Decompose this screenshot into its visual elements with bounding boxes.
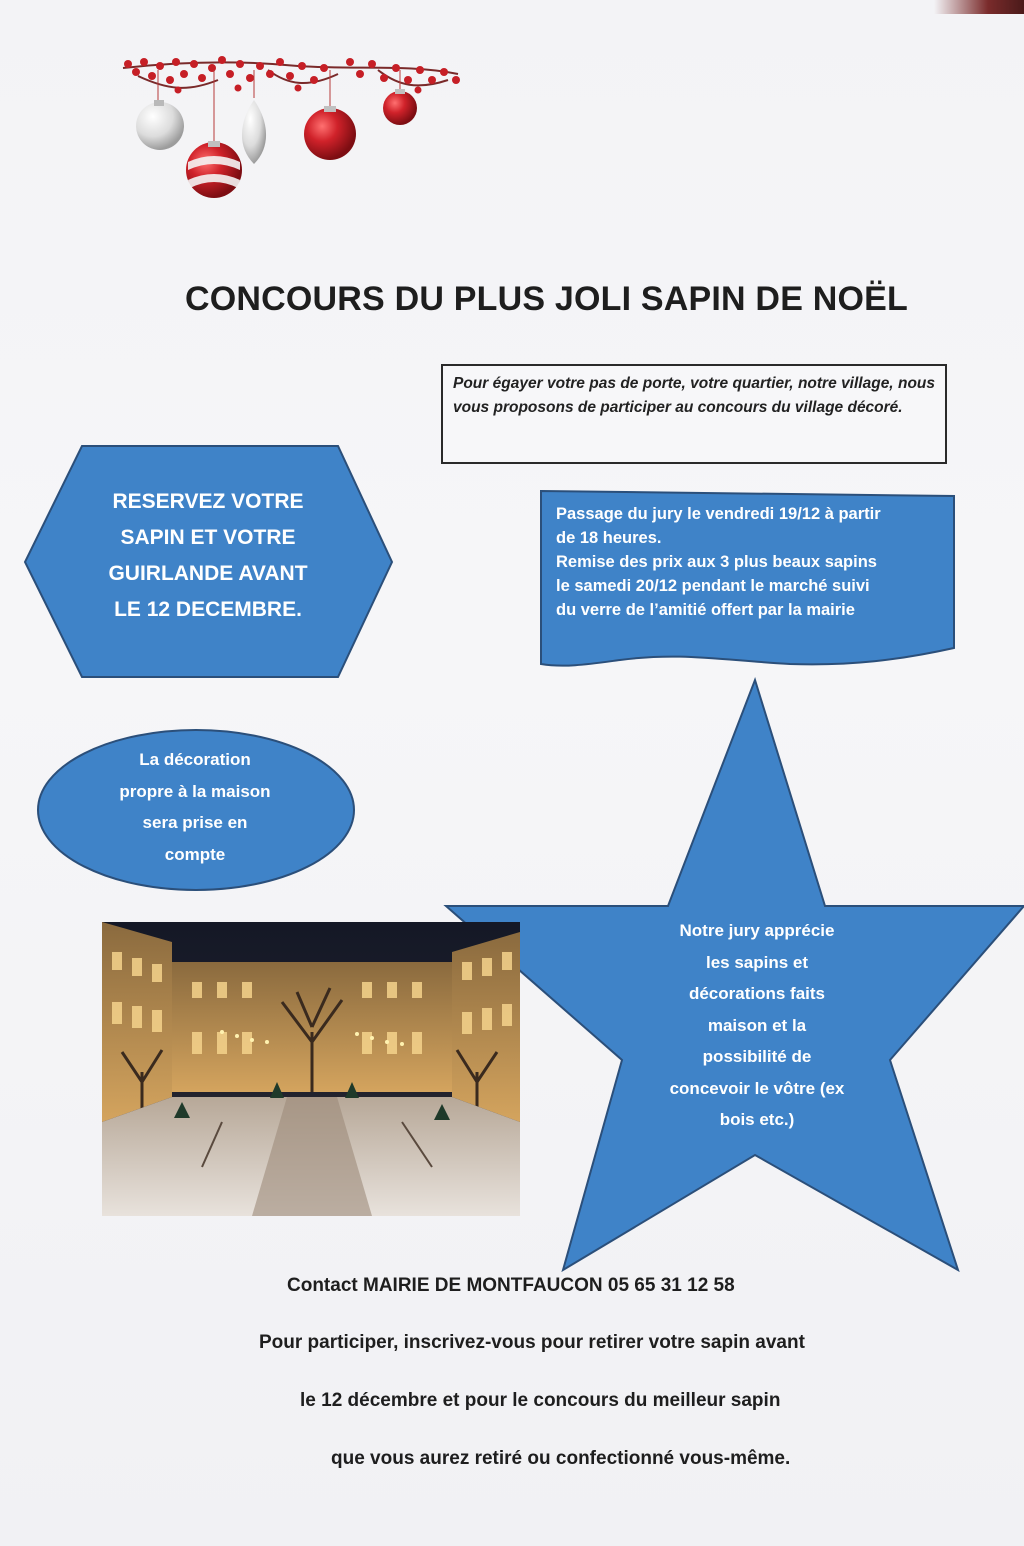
courtyard-night-photo: [102, 922, 520, 1216]
star-line: bois etc.): [719, 1110, 795, 1129]
schedule-line: de 18 heures.: [556, 529, 662, 547]
star-line: maison et la: [707, 1015, 807, 1035]
note-line: sera prise en: [142, 813, 248, 832]
schedule-line: le samedi 20/12 pendant le marché suivi: [556, 577, 870, 595]
star-line: Notre jury apprécie: [679, 921, 835, 940]
jury-schedule-text: [552, 502, 946, 622]
star-jury-text: [632, 915, 882, 1136]
star-line: possibilité de: [702, 1047, 812, 1066]
participation-line: le 12 décembre et pour le concours du meilleur sapin: [300, 1390, 781, 1411]
poster-title: CONCOURS DU PLUS JOLI SAPIN DE NOËL: [185, 280, 908, 318]
hexagon-line: RESERVEZ VOTRE: [112, 490, 304, 513]
hexagon-line: GUIRLANDE AVANT: [108, 562, 308, 585]
intro-text-box: Pour égayer votre pas de porte, votre quartier, notre village, nous vous proposons de participer au concours du village décoré.: [441, 364, 947, 464]
note-line: propre à la maison: [119, 781, 271, 801]
hexagon-line: LE 12 DECEMBRE.: [114, 598, 302, 621]
star-line: les sapins et: [705, 952, 809, 972]
note-line: compte: [164, 844, 226, 864]
hexagon-line: SAPIN ET VOTRE: [120, 526, 296, 549]
star-line: concevoir le vôtre (ex: [669, 1078, 845, 1098]
participation-line: Pour participer, inscrivez-vous pour retirer votre sapin avant: [259, 1332, 805, 1353]
participation-line: que vous aurez retiré ou confectionné vous-même.: [331, 1448, 791, 1469]
hexagon-text: [80, 484, 336, 628]
schedule-line: du verre de l’amitié offert par la mairie: [556, 601, 855, 619]
note-line: La décoration: [139, 750, 251, 769]
schedule-line: Passage du jury le vendredi 19/12 à partir: [556, 505, 881, 523]
decoration-note-text: [80, 744, 310, 870]
schedule-line: Remise des prix aux 3 plus beaux sapins: [556, 553, 877, 571]
star-line: décorations faits: [688, 984, 826, 1003]
contact-line: Contact MAIRIE DE MONTFAUCON 05 65 31 12 58: [287, 1275, 735, 1296]
